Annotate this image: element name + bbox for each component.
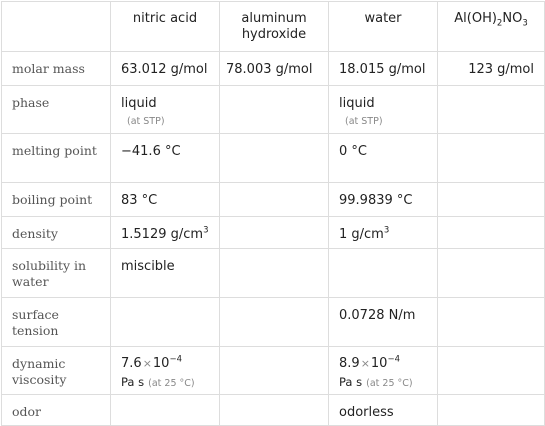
row-label-dynamic-viscosity: dynamic viscosity bbox=[2, 347, 111, 395]
cell-solubility-nitric-acid: miscible bbox=[111, 249, 220, 298]
row-label-melting-point: melting point bbox=[2, 134, 111, 183]
cell-molar-mass-aluminum-hydroxide: 78.003 g/mol bbox=[220, 52, 329, 86]
row-label-odor: odor bbox=[2, 395, 111, 426]
col-header-aluminum-hydroxide: aluminum hydroxide bbox=[220, 2, 329, 52]
cell-molar-mass-water: 18.015 g/mol bbox=[329, 52, 438, 86]
cell-density-compound4 bbox=[438, 217, 545, 249]
times-sign: × bbox=[142, 357, 152, 370]
row-label-molar-mass: molar mass bbox=[2, 52, 111, 86]
cell-phase-compound4 bbox=[438, 86, 545, 134]
cell-melting-point-nitric-acid: −41.6 °C bbox=[111, 134, 220, 183]
viscosity-mantissa: 8.9 bbox=[339, 356, 360, 371]
table-row bbox=[2, 183, 545, 217]
cell-phase-aluminum-hydroxide bbox=[220, 86, 329, 134]
table-row bbox=[2, 298, 545, 347]
cell-dynamic-viscosity-compound4 bbox=[438, 347, 545, 395]
cell-boiling-point-aluminum-hydroxide bbox=[220, 183, 329, 217]
times-sign: × bbox=[360, 357, 370, 370]
phase-value: liquid bbox=[339, 96, 375, 111]
table-row bbox=[2, 395, 545, 426]
cell-density-water bbox=[329, 217, 438, 249]
viscosity-unit-line bbox=[339, 374, 427, 392]
cell-dynamic-viscosity-water bbox=[329, 347, 438, 395]
viscosity-exponent: −4 bbox=[169, 354, 182, 365]
table-row bbox=[2, 217, 545, 249]
viscosity-note: (at 25 °C) bbox=[366, 378, 413, 389]
phase-value: liquid bbox=[121, 96, 157, 111]
cell-surface-tension-nitric-acid bbox=[111, 298, 220, 347]
row-label-surface-tension: surface tension bbox=[2, 298, 111, 347]
formula-base: Al(OH) bbox=[454, 11, 497, 26]
col-header-nitric-acid: nitric acid bbox=[111, 2, 220, 52]
cell-boiling-point-nitric-acid: 83 °C bbox=[111, 183, 220, 217]
cell-solubility-water bbox=[329, 249, 438, 298]
cell-melting-point-compound4 bbox=[438, 134, 545, 183]
col-header-water: water bbox=[329, 2, 438, 52]
row-label-solubility: solubility in water bbox=[2, 249, 111, 298]
cell-density-aluminum-hydroxide bbox=[220, 217, 329, 249]
cell-solubility-aluminum-hydroxide bbox=[220, 249, 329, 298]
row-label-boiling-point: boiling point bbox=[2, 183, 111, 217]
cell-odor-aluminum-hydroxide bbox=[220, 395, 329, 426]
cell-boiling-point-water: 99.9839 °C bbox=[329, 183, 438, 217]
viscosity-base: 10 bbox=[370, 356, 388, 371]
formula-sub2: 3 bbox=[522, 18, 528, 29]
cell-phase-nitric-acid bbox=[111, 86, 220, 134]
density-value: 1.5129 g/cm bbox=[121, 227, 204, 242]
cell-dynamic-viscosity-aluminum-hydroxide bbox=[220, 347, 329, 395]
cell-phase-water bbox=[329, 86, 438, 134]
properties-table bbox=[1, 1, 545, 426]
cell-surface-tension-aluminum-hydroxide bbox=[220, 298, 329, 347]
table-row bbox=[2, 52, 545, 86]
table-row bbox=[2, 249, 545, 298]
viscosity-exponent: −4 bbox=[387, 354, 400, 365]
viscosity-base: 10 bbox=[152, 356, 170, 371]
viscosity-note: (at 25 °C) bbox=[148, 378, 195, 389]
cell-molar-mass-nitric-acid: 63.012 g/mol bbox=[111, 52, 220, 86]
cell-odor-water: odorless bbox=[329, 395, 438, 426]
table-row bbox=[2, 134, 545, 183]
phase-note: (at STP) bbox=[127, 116, 165, 127]
cell-dynamic-viscosity-nitric-acid bbox=[111, 347, 220, 395]
cell-molar-mass-compound4: 123 g/mol bbox=[438, 52, 545, 86]
cell-surface-tension-water: 0.0728 N/m bbox=[329, 298, 438, 347]
table-row bbox=[2, 86, 545, 134]
cell-melting-point-water: 0 °C bbox=[329, 134, 438, 183]
phase-note: (at STP) bbox=[345, 116, 383, 127]
formula-tail: NO bbox=[502, 11, 523, 26]
cell-melting-point-aluminum-hydroxide bbox=[220, 134, 329, 183]
row-label-phase: phase bbox=[2, 86, 111, 134]
density-value: 1 g/cm bbox=[339, 227, 384, 242]
cell-solubility-compound4 bbox=[438, 249, 545, 298]
viscosity-mantissa: 7.6 bbox=[121, 356, 142, 371]
cell-density-nitric-acid bbox=[111, 217, 220, 249]
density-exponent: 3 bbox=[383, 225, 390, 236]
row-label-density: density bbox=[2, 217, 111, 249]
col-header-aluminum-hydroxide-nitrate bbox=[438, 2, 545, 52]
cell-odor-compound4 bbox=[438, 395, 545, 426]
cell-surface-tension-compound4 bbox=[438, 298, 545, 347]
cell-boiling-point-compound4 bbox=[438, 183, 545, 217]
viscosity-unit: Pa s bbox=[339, 375, 363, 389]
cell-odor-nitric-acid bbox=[111, 395, 220, 426]
density-exponent: 3 bbox=[203, 225, 209, 236]
viscosity-unit-line bbox=[121, 374, 209, 392]
header-row bbox=[2, 2, 545, 52]
viscosity-unit: Pa s bbox=[121, 375, 145, 389]
corner-cell bbox=[2, 2, 111, 52]
formula-sub: 2 bbox=[496, 18, 503, 29]
table-row bbox=[2, 347, 545, 395]
